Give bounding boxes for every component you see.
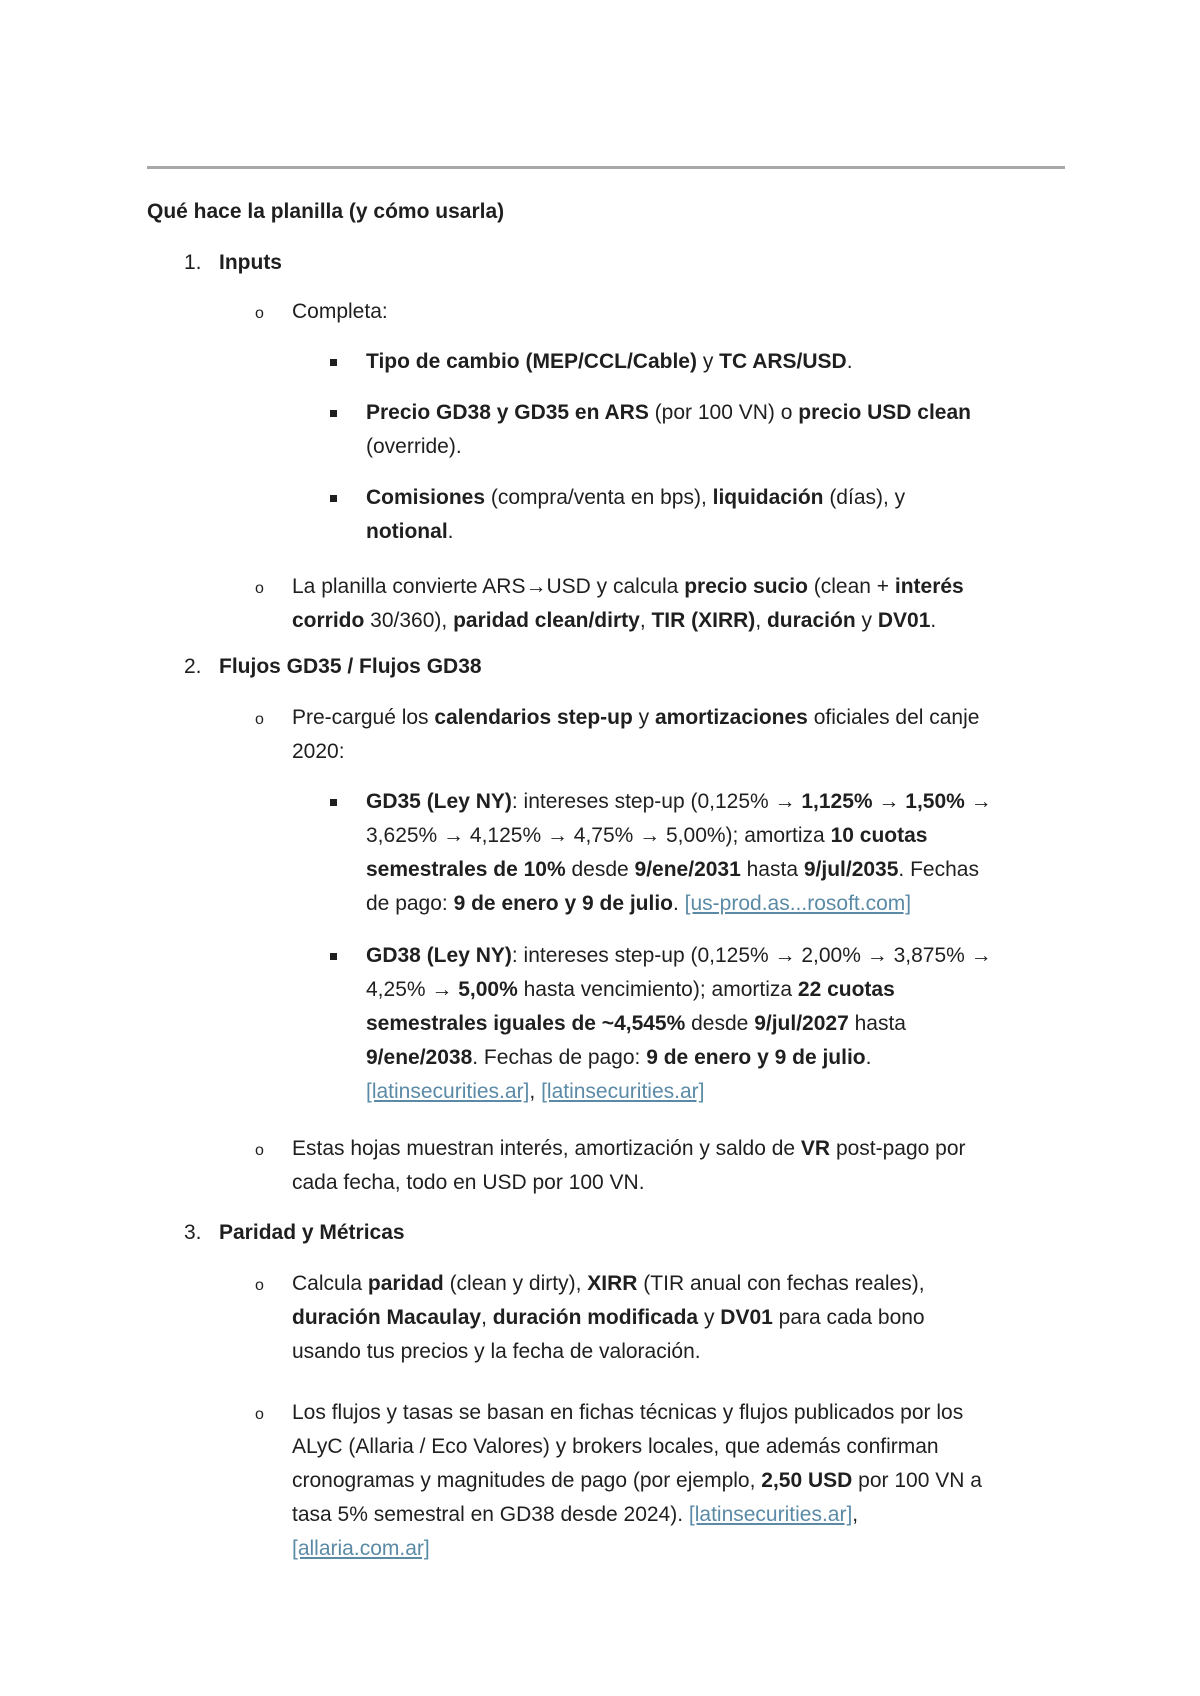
square-bullet-icon bbox=[330, 495, 337, 502]
text-line bbox=[366, 977, 895, 1003]
text-line bbox=[366, 823, 927, 849]
text-line bbox=[366, 434, 462, 460]
list-number: 3. bbox=[184, 1221, 202, 1244]
text-run: , bbox=[852, 1503, 859, 1526]
bold-text: DV01 bbox=[720, 1306, 773, 1329]
bold-text: 22 cuotas bbox=[797, 978, 895, 1001]
text-run: 30/360), bbox=[364, 609, 454, 632]
text-run: . bbox=[846, 350, 853, 373]
bold-text: TIR (XIRR) bbox=[651, 609, 756, 632]
text-run: para cada bono bbox=[772, 1306, 925, 1329]
text-line bbox=[292, 705, 979, 731]
text-line bbox=[292, 1400, 963, 1426]
bold-text: GD35 (Ley NY) bbox=[366, 790, 512, 813]
text-run: 4,25% → bbox=[366, 978, 459, 1001]
hollow-bullet-icon: o bbox=[255, 711, 264, 728]
hollow-bullet-icon: o bbox=[255, 580, 264, 597]
text-run: desde bbox=[685, 1012, 755, 1035]
bold-text: DV01 bbox=[877, 609, 931, 632]
bold-text: 5,00% bbox=[458, 978, 518, 1001]
bold-text: interés bbox=[894, 575, 964, 598]
text-line bbox=[366, 519, 454, 545]
text-run: . bbox=[930, 609, 937, 632]
reference-link[interactable]: [latinsecurities.ar] bbox=[541, 1080, 705, 1103]
text-line bbox=[292, 1468, 982, 1494]
text-line bbox=[292, 739, 345, 765]
text-run: usando tus precios y la fecha de valoración. bbox=[292, 1340, 701, 1363]
text-line bbox=[366, 349, 853, 375]
text-line bbox=[292, 608, 936, 634]
bold-text: 9/ene/2031 bbox=[634, 858, 741, 881]
text-run: (por 100 VN) o bbox=[648, 401, 799, 424]
bold-text: 1,125% bbox=[801, 790, 873, 813]
list-number: 1. bbox=[184, 251, 202, 274]
square-bullet-icon bbox=[330, 410, 337, 417]
text-run: Estas hojas muestran interés, amortización y saldo de bbox=[292, 1137, 801, 1160]
bold-text: amortizaciones bbox=[654, 706, 808, 729]
text-line bbox=[292, 1136, 966, 1162]
list-number: 2. bbox=[184, 655, 202, 678]
bold-text: XIRR bbox=[587, 1272, 638, 1295]
bold-text: 2,50 USD bbox=[761, 1469, 853, 1492]
bold-text: semestrales iguales de ~4,545% bbox=[366, 1012, 686, 1035]
text-line bbox=[366, 485, 905, 511]
text-run: Los flujos y tasas se basan en fichas técnicas y flujos publicados por los bbox=[292, 1401, 964, 1424]
text-run: de pago: bbox=[366, 892, 454, 915]
text-line bbox=[366, 400, 971, 426]
text-run: : intereses step-up (0,125% → 2,00% → 3,875% → bbox=[511, 944, 992, 967]
bold-text: precio sucio bbox=[684, 575, 808, 598]
text-line bbox=[292, 1434, 939, 1460]
hollow-bullet-icon: o bbox=[255, 1142, 264, 1159]
text-run: Calcula bbox=[292, 1272, 368, 1295]
text-run: . bbox=[673, 892, 685, 915]
text-run: , bbox=[755, 609, 767, 632]
text-run: 3,625% → 4,125% → 4,75% → 5,00%); amortiza bbox=[366, 824, 831, 847]
text-run: hasta bbox=[740, 858, 804, 881]
section-title: Flujos GD35 / Flujos GD38 bbox=[219, 655, 482, 678]
bold-text: Precio GD38 y GD35 en ARS bbox=[366, 401, 649, 424]
bold-text: 9/jul/2035 bbox=[803, 858, 899, 881]
text-run: ALyC (Allaria / Eco Valores) y brokers locales, que además confirman bbox=[292, 1435, 939, 1458]
text-run: , bbox=[529, 1080, 542, 1103]
text-run: desde bbox=[565, 858, 635, 881]
bold-text: 1,50% bbox=[905, 790, 965, 813]
text-line bbox=[366, 943, 992, 969]
text-run: hasta bbox=[848, 1012, 906, 1035]
bold-text: calendarios step-up bbox=[434, 706, 633, 729]
bold-text: 9/ene/2038 bbox=[366, 1046, 473, 1069]
horizontal-rule bbox=[147, 166, 1065, 169]
text-run: hasta vencimiento); amortiza bbox=[517, 978, 798, 1001]
bold-text: paridad bbox=[367, 1272, 444, 1295]
bold-text: duración modificada bbox=[492, 1306, 699, 1329]
text-line bbox=[292, 1170, 645, 1196]
hollow-bullet-icon: o bbox=[255, 1406, 264, 1423]
bold-text: notional bbox=[366, 520, 448, 543]
bold-text: duración bbox=[766, 609, 856, 632]
bold-text: duración Macaulay bbox=[292, 1306, 482, 1329]
text-line bbox=[366, 857, 979, 883]
text-line bbox=[292, 1536, 430, 1562]
text-run: por 100 VN a bbox=[852, 1469, 982, 1492]
bullet-text: Completa: bbox=[292, 300, 388, 323]
text-line bbox=[366, 789, 992, 815]
text-run: → bbox=[964, 790, 992, 813]
bold-text: Tipo de cambio (MEP/CCL/Cable) bbox=[366, 350, 697, 373]
text-run: cronogramas y magnitudes de pago (por ejemplo, bbox=[292, 1469, 762, 1492]
bold-text: 9 de enero y 9 de julio bbox=[646, 1046, 866, 1069]
bold-text: Comisiones bbox=[366, 486, 486, 509]
text-run: , bbox=[639, 609, 652, 632]
bold-text: VR bbox=[800, 1137, 831, 1160]
text-run: La planilla convierte ARS→USD y calcula bbox=[292, 575, 685, 598]
text-run: y bbox=[696, 350, 720, 373]
text-line bbox=[292, 1502, 858, 1528]
bold-text: paridad clean/dirty bbox=[453, 609, 640, 632]
square-bullet-icon bbox=[330, 799, 337, 806]
bold-text: 10 cuotas bbox=[830, 824, 928, 847]
text-line bbox=[292, 1271, 925, 1297]
text-run: . Fechas de pago: bbox=[472, 1046, 647, 1069]
bold-text: 9/jul/2027 bbox=[754, 1012, 849, 1035]
text-run: cada fecha, todo en USD por 100 VN. bbox=[292, 1171, 645, 1194]
bold-text: liquidación bbox=[712, 486, 824, 509]
reference-link[interactable]: [latinsecurities.ar] bbox=[688, 1503, 853, 1526]
text-run: oficiales del canje bbox=[807, 706, 980, 729]
text-run: , bbox=[481, 1306, 493, 1329]
section-title: Paridad y Métricas bbox=[219, 1221, 405, 1244]
text-run: 2020: bbox=[292, 740, 345, 763]
reference-link[interactable]: [us-prod.as...rosoft.com] bbox=[684, 892, 912, 915]
text-run: (días), y bbox=[823, 486, 906, 509]
text-line bbox=[366, 891, 911, 917]
text-line bbox=[292, 574, 964, 600]
bold-text: GD38 (Ley NY) bbox=[366, 944, 512, 967]
bold-text: 9 de enero y 9 de julio bbox=[453, 892, 673, 915]
text-line bbox=[366, 1045, 871, 1071]
text-line bbox=[366, 1011, 906, 1037]
text-run: (TIR anual con fechas reales), bbox=[637, 1272, 925, 1295]
reference-link[interactable]: [allaria.com.ar] bbox=[292, 1537, 430, 1560]
text-run: y bbox=[855, 609, 878, 632]
text-run: (override). bbox=[366, 435, 462, 458]
bold-text: semestrales de 10% bbox=[366, 858, 566, 881]
text-run: y bbox=[632, 706, 655, 729]
text-run: → bbox=[872, 790, 906, 813]
bold-text: precio USD clean bbox=[798, 401, 971, 424]
text-run: Pre-cargué los bbox=[292, 706, 435, 729]
bold-text: corrido bbox=[292, 609, 365, 632]
text-run: : intereses step-up (0,125% → bbox=[511, 790, 802, 813]
text-run: . Fechas bbox=[898, 858, 979, 881]
page-heading: Qué hace la planilla (y cómo usarla) bbox=[147, 200, 505, 223]
text-run: y bbox=[698, 1306, 721, 1329]
hollow-bullet-icon: o bbox=[255, 305, 264, 322]
text-line bbox=[292, 1305, 925, 1331]
section-title: Inputs bbox=[219, 251, 282, 274]
bold-text: TC ARS/USD bbox=[719, 350, 847, 373]
text-run: post-pago por bbox=[830, 1137, 966, 1160]
text-run: . bbox=[447, 520, 454, 543]
text-run: tasa 5% semestral en GD38 desde 2024). bbox=[292, 1503, 689, 1526]
hollow-bullet-icon: o bbox=[255, 1277, 264, 1294]
reference-link[interactable]: [latinsecurities.ar] bbox=[366, 1080, 530, 1103]
text-run: . bbox=[865, 1046, 872, 1069]
text-run: (compra/venta en bps), bbox=[485, 486, 713, 509]
text-run: (clean + bbox=[807, 575, 895, 598]
text-line bbox=[292, 1339, 701, 1365]
square-bullet-icon bbox=[330, 359, 337, 366]
text-line bbox=[366, 1079, 704, 1105]
square-bullet-icon bbox=[330, 953, 337, 960]
text-run: (clean y dirty), bbox=[443, 1272, 588, 1295]
